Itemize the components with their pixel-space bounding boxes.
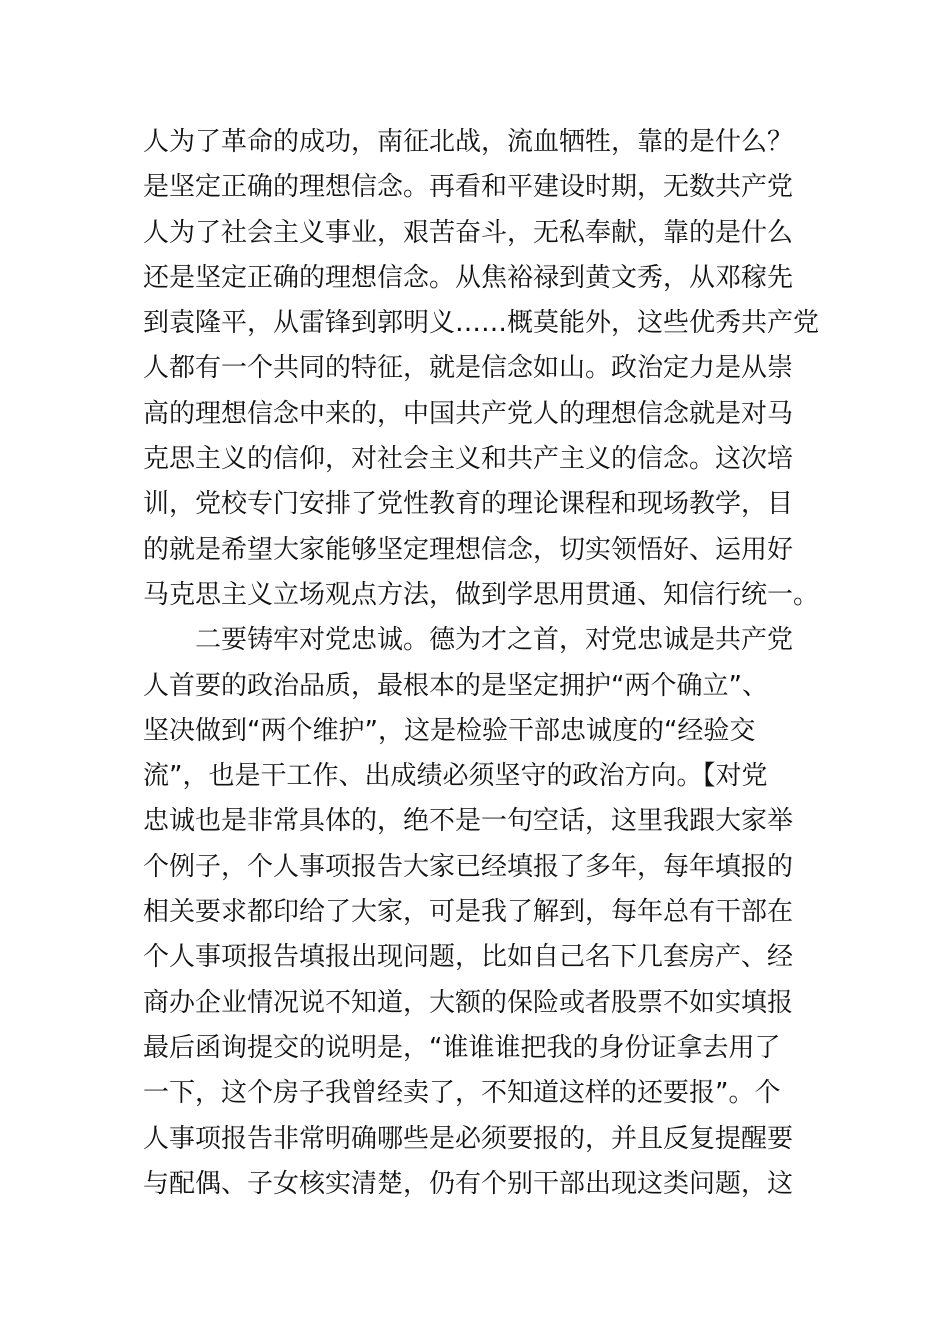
text-line: 坚决做到“两个维护”，这是检验干部忠诚度的“经验交 <box>143 715 756 746</box>
text-line: 人都有一个共同的特征，就是信念如山。政治定力是从崇 <box>143 353 794 384</box>
body-text <box>143 120 820 1207</box>
text-line: 的就是希望大家能够坚定理想信念，切实领悟好、运用好 <box>143 534 794 565</box>
text-line: 到袁隆平，从雷锋到郭明义……概莫能外，这些优秀共产党 <box>143 308 820 339</box>
text-line: 是坚定正确的理想信念。再看和平建设时期，无数共产党 <box>143 172 794 203</box>
text-line: 相关要求都印给了大家，可是我了解到，每年总有干部在 <box>143 897 794 928</box>
text-line: 人事项报告非常明确哪些是必须要报的，并且反复提醒要 <box>143 1123 794 1154</box>
paragraph-start-line: 二要铸牢对党忠诚。德为才之首，对党忠诚是共产党 <box>195 625 794 656</box>
text-line: 还是坚定正确的理想信念。从焦裕禄到黄文秀，从邓稼先 <box>143 262 794 293</box>
text-line: 个人事项报告填报出现问题，比如自己名下几套房产、经 <box>143 942 794 973</box>
text-line: 个例子，个人事项报告大家已经填报了多年，每年填报的 <box>143 851 794 882</box>
text-line: 人为了社会主义事业，艰苦奋斗，无私奉献，靠的是什么 <box>143 217 794 248</box>
text-line: 人首要的政治品质，最根本的是坚定拥护“两个确立”、 <box>143 670 768 701</box>
text-line: 与配偶、子女核实清楚，仍有个别干部出现这类问题，这 <box>143 1168 794 1199</box>
text-line: 忠诚也是非常具体的，绝不是一句空话，这里我跟大家举 <box>143 806 794 837</box>
text-line: 高的理想信念中来的，中国共产党人的理想信念就是对马 <box>143 398 794 429</box>
text-line: 流”，也是干工作、出成绩必须坚守的政治方向。【对党 <box>143 761 768 792</box>
text-line: 人为了革命的成功，南征北战，流血牺牲，靠的是什么？ <box>143 127 794 157</box>
text-line: 一下，这个房子我曾经卖了，不知道这样的还要报”。个 <box>143 1078 781 1109</box>
text-line: 商办企业情况说不知道，大额的保险或者股票不如实填报 <box>143 987 794 1018</box>
text-line: 克思主义的信仰，对社会主义和共产主义的信念。这次培 <box>143 444 794 475</box>
text-line: 最后函询提交的说明是，“谁谁谁把我的身份证拿去用了 <box>143 1032 781 1063</box>
text-line: 马克思主义立场观点方法，做到学思用贯通、知信行统一。 <box>143 579 820 610</box>
text-line: 训，党校专门安排了党性教育的理论课程和现场教学，目 <box>143 489 794 520</box>
